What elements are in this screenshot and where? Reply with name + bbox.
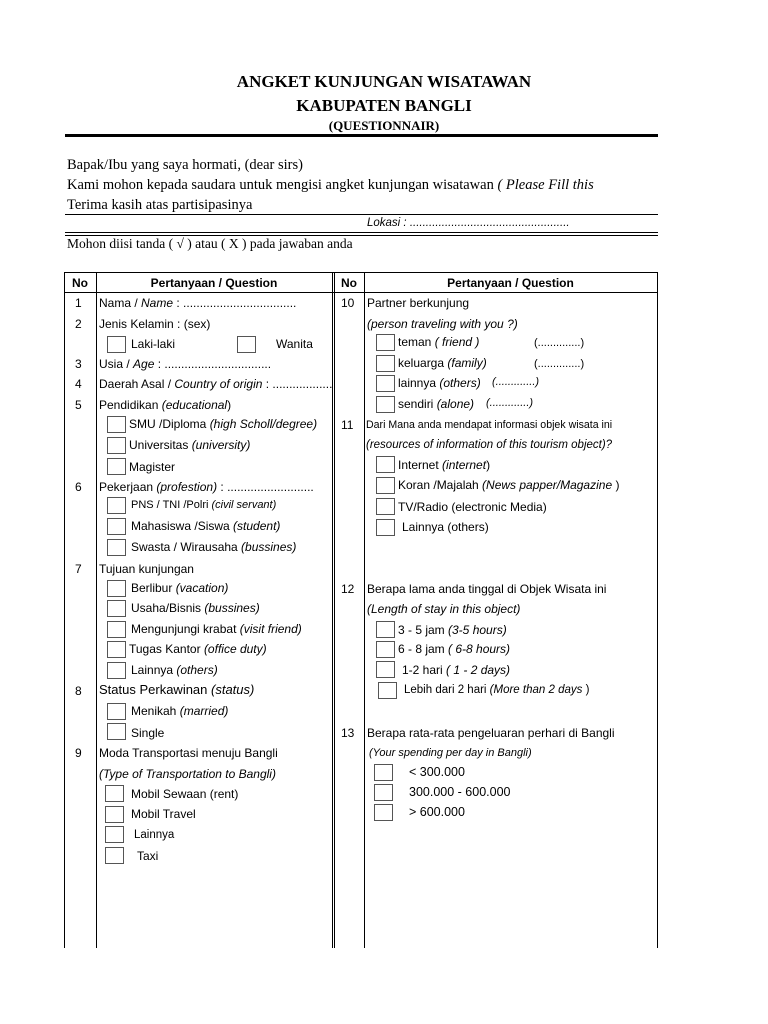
- q5-university-checkbox[interactable]: [107, 437, 126, 454]
- q8-single-checkbox[interactable]: [107, 723, 126, 740]
- q10-alone-checkbox[interactable]: [376, 396, 395, 413]
- col-border-mid-b: [334, 272, 335, 948]
- q9-rent-checkbox[interactable]: [105, 785, 124, 802]
- q8-single-label: Single: [131, 726, 165, 740]
- q10-others-label: lainnya (others): [398, 376, 481, 390]
- lokasi-rule-top: [65, 232, 658, 233]
- q11-internet-checkbox[interactable]: [376, 456, 395, 473]
- q5-magister-label: Magister: [129, 460, 176, 474]
- q9-travel-checkbox[interactable]: [105, 806, 124, 823]
- header-no: No: [72, 276, 88, 290]
- q13-under-300k-checkbox[interactable]: [374, 764, 393, 781]
- header-no-2: No: [341, 276, 357, 290]
- q13-300k-600k-label: 300.000 - 600.000: [409, 785, 511, 799]
- q6-civil-servant-label: PNS / TNI /Polri (civil servant): [131, 499, 277, 511]
- q3-number: 3: [75, 357, 82, 371]
- q7-others-checkbox[interactable]: [107, 662, 126, 679]
- q2-label: Jenis Kelamin : (sex): [99, 317, 211, 331]
- q6-profession-field[interactable]: Pekerjaan (profestion) : ..........................: [99, 480, 314, 494]
- q6-student-checkbox[interactable]: [107, 518, 126, 535]
- q9-number: 9: [75, 746, 82, 760]
- q9-rent-label: Mobil Sewaan (rent): [131, 787, 239, 801]
- q12-number: 12: [341, 582, 355, 596]
- q9-others-label: Lainnya: [134, 829, 175, 841]
- q13-300k-600k-checkbox[interactable]: [374, 784, 393, 801]
- q8-number: 8: [75, 684, 82, 698]
- col-border-mid-a: [332, 272, 333, 948]
- q10-others-count[interactable]: (.............): [492, 376, 540, 388]
- q11-number: 11: [341, 418, 354, 432]
- q5-smu-label: SMU /Diploma (high Scholl/degree): [129, 417, 318, 431]
- q10-number: 10: [341, 296, 355, 310]
- header-question-2: Pertanyaan / Question: [447, 276, 574, 290]
- q1-name-field[interactable]: Nama / Name : ..................................: [99, 296, 297, 310]
- q11-label: Dari Mana anda mendapat informasi objek wisata ini: [366, 419, 613, 431]
- form-subtitle-en: (QUESTIONNAIR): [328, 118, 440, 133]
- q7-visit-friend-label: Mengunjungi krabat (visit friend): [131, 622, 302, 636]
- q9-taxi-checkbox[interactable]: [105, 847, 124, 864]
- q12-6-8-hours-label: 6 - 8 jam ( 6-8 hours): [398, 642, 511, 656]
- col-border-no: [96, 272, 97, 948]
- q2-male-label: Laki-laki: [131, 337, 176, 351]
- q4-number: 4: [75, 377, 82, 391]
- q13-label: Berapa rata-rata pengeluaran perhari di Bangli: [367, 726, 615, 740]
- q13-number: 13: [341, 726, 355, 740]
- q11-tv-radio-label: TV/Radio (electronic Media): [398, 500, 547, 514]
- q7-label: Tujuan kunjungan: [99, 562, 194, 576]
- q13-over-600k-checkbox[interactable]: [374, 804, 393, 821]
- q5-university-label: Universitas (university): [129, 438, 251, 452]
- q8-married-label: Menikah (married): [131, 704, 229, 718]
- q9-travel-label: Mobil Travel: [131, 807, 196, 821]
- q10-family-checkbox[interactable]: [376, 355, 395, 372]
- q7-office-duty-checkbox[interactable]: [107, 641, 126, 658]
- q10-others-checkbox[interactable]: [376, 375, 395, 392]
- greeting: Bapak/Ibu yang saya hormati, (dear sirs): [67, 157, 303, 173]
- q11-internet-label: Internet (internet): [398, 458, 491, 472]
- form-title: ANGKET KUNJUNGAN WISATAWAN: [236, 72, 532, 91]
- q12-6-8-hours-checkbox[interactable]: [376, 641, 395, 658]
- q7-vacation-label: Berlibur (vacation): [131, 581, 229, 595]
- q5-number: 5: [75, 398, 82, 412]
- q12-1-2-days-checkbox[interactable]: [376, 661, 395, 678]
- table-top-border: [64, 272, 658, 273]
- q10-friend-checkbox[interactable]: [376, 334, 395, 351]
- q7-vacation-checkbox[interactable]: [107, 580, 126, 597]
- q11-others-checkbox[interactable]: [376, 519, 395, 536]
- q6-student-label: Mahasiswa /Siswa (student): [131, 519, 281, 533]
- col-border-no2: [364, 272, 365, 948]
- q12-1-2-days-label: 1-2 hari ( 1 - 2 days): [402, 663, 511, 677]
- q6-number: 6: [75, 480, 82, 494]
- intro-rule: [65, 214, 658, 215]
- title-rule: [65, 134, 658, 137]
- q11-tv-radio-checkbox[interactable]: [376, 498, 395, 515]
- q6-business-checkbox[interactable]: [107, 539, 126, 556]
- form-subtitle: KABUPATEN BANGLI: [296, 96, 472, 115]
- q11-newspaper-label: Koran /Majalah (News papper/Magazine ): [398, 478, 620, 492]
- q10-subtitle: (person traveling with you ?): [367, 317, 518, 331]
- thanks-text: Terima kasih atas partisipasinya: [67, 197, 253, 213]
- q2-female-label: Wanita: [276, 337, 313, 351]
- q10-family-label: keluarga (family): [398, 356, 487, 370]
- col-border-right: [657, 272, 658, 948]
- q5-smu-checkbox[interactable]: [107, 416, 126, 433]
- q7-visit-friend-checkbox[interactable]: [107, 621, 126, 638]
- q12-label: Berapa lama anda tinggal di Objek Wisata ini: [367, 582, 607, 596]
- location-field[interactable]: Lokasi : ..................................................: [367, 217, 570, 229]
- q7-office-duty-label: Tugas Kantor (office duty): [129, 642, 267, 656]
- q6-business-label: Swasta / Wirausaha (bussines): [131, 540, 297, 554]
- q13-under-300k-label: < 300.000: [409, 765, 465, 779]
- q13-over-600k-label: > 600.000: [409, 805, 465, 819]
- q9-taxi-label: Taxi: [137, 849, 159, 863]
- q1-number: 1: [75, 296, 82, 310]
- q2-male-checkbox[interactable]: [107, 336, 126, 353]
- q10-alone-label: sendiri (alone): [398, 397, 475, 411]
- q8-label: Status Perkawinan (status): [99, 682, 255, 697]
- request-text: Kami mohon kepada saudara untuk mengisi angket kunjungan wisatawan ( Please Fill this: [67, 177, 594, 193]
- q12-3-5-hours-checkbox[interactable]: [376, 621, 395, 638]
- q9-subtitle: (Type of Transportation to Bangli): [99, 767, 276, 781]
- q12-more-than-2-days-label: Lebih dari 2 hari (More than 2 days ): [404, 684, 590, 696]
- q12-more-than-2-days-checkbox[interactable]: [378, 682, 397, 699]
- q7-business-label: Usaha/Bisnis (bussines): [131, 601, 260, 615]
- q7-business-checkbox[interactable]: [107, 600, 126, 617]
- q4-origin-field[interactable]: Daerah Asal / Country of origin : ..................: [99, 377, 333, 391]
- q10-alone-count[interactable]: (.............): [486, 397, 534, 409]
- q7-others-label: Lainnya (others): [131, 663, 218, 677]
- q3-age-field[interactable]: Usia / Age : ................................: [99, 357, 272, 371]
- q11-subtitle: (resources of information of this tourism object)?: [366, 439, 613, 451]
- q5-magister-checkbox[interactable]: [107, 458, 126, 475]
- col-border-left: [64, 272, 65, 948]
- q11-newspaper-checkbox[interactable]: [376, 477, 395, 494]
- q12-subtitle: (Length of stay in this object): [367, 602, 521, 616]
- q10-friend-label: teman ( friend ): [398, 335, 480, 349]
- q11-others-label: Lainnya (others): [402, 520, 489, 534]
- q10-label: Partner berkunjung: [367, 296, 470, 310]
- q7-number: 7: [75, 562, 82, 576]
- instruction-text: Mohon diisi tanda ( √ ) atau ( X ) pada jawaban anda: [67, 236, 353, 251]
- q9-label: Moda Transportasi menuju Bangli: [99, 746, 278, 760]
- header-question: Pertanyaan / Question: [150, 276, 278, 290]
- q5-label: Pendidikan (educational): [99, 398, 232, 412]
- q2-number: 2: [75, 317, 82, 331]
- q6-civil-servant-checkbox[interactable]: [107, 497, 126, 514]
- q10-friend-count[interactable]: (..............): [534, 337, 585, 349]
- q2-female-checkbox[interactable]: [237, 336, 256, 353]
- q13-subtitle: (Your spending per day in Bangli): [369, 747, 532, 759]
- q8-married-checkbox[interactable]: [107, 703, 126, 720]
- q12-3-5-hours-label: 3 - 5 jam (3-5 hours): [398, 623, 507, 637]
- q9-others-checkbox[interactable]: [105, 826, 124, 843]
- q10-family-count[interactable]: (..............): [534, 358, 585, 370]
- table-header-border: [64, 292, 658, 293]
